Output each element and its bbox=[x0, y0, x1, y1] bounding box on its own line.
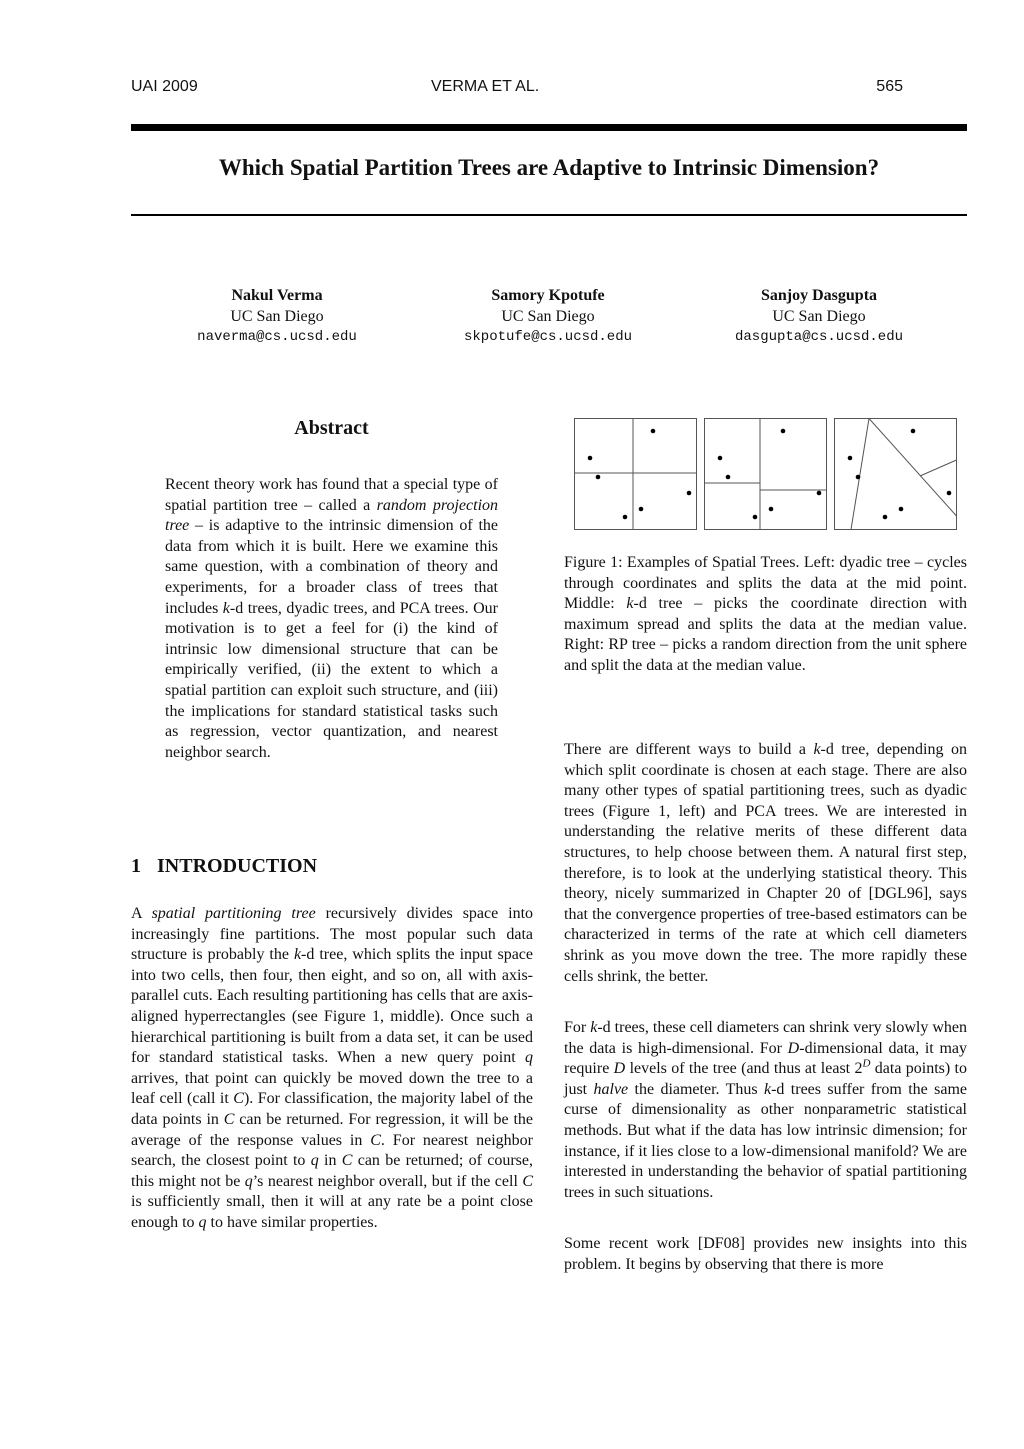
author-affiliation: UC San Diego bbox=[772, 308, 866, 325]
data-point bbox=[718, 456, 723, 461]
dyadic-points bbox=[588, 429, 692, 520]
paper-title: Which Spatial Partition Trees are Adaptive to Intrinsic Dimension? bbox=[218, 155, 880, 180]
author-name: Sanjoy Dasgupta bbox=[760, 287, 878, 304]
rp-cell-border bbox=[835, 419, 957, 530]
venue-label: UAI 2009 bbox=[131, 78, 198, 95]
author-block bbox=[157, 285, 397, 348]
rp-tree-panel bbox=[835, 419, 957, 530]
data-point bbox=[769, 507, 774, 512]
data-point bbox=[947, 491, 952, 496]
section-title: INTRODUCTION bbox=[157, 855, 318, 877]
data-point bbox=[817, 491, 822, 496]
data-point bbox=[596, 475, 601, 480]
data-point bbox=[639, 507, 644, 512]
intro-paragraph: A spatial partitioning tree recursively divides space into increasingly fine partitions. The most popular such data structure is probably the k-d tree, which splits the input space into two cells, then four, then eight, and so on, all with axis-parallel cuts. Each resulting partitioning has cells that are axis-aligned hyperrectangles (see Figure 1, middle). Once such a hierarchical partitioning is built from a data set, it can be used for standard statistical tasks. When a new query point q arrives, that point can quickly be moved down the tree to a leaf cell (call it C). For classification, the majority label of the data points in C can be returned. For regression, it will be the average of the response values in C. For nearest neighbor search, the closest point to q in C can be returned; of course, this might not be q’s nearest neighbor overall, but if the cell C is sufficiently small, then it will at any rate be a point close enough to q to have similar properties. bbox=[131, 905, 534, 1231]
author-email: naverma@cs.ucsd.edu bbox=[197, 329, 357, 345]
title-bottom-rule bbox=[131, 214, 967, 216]
page-number: 565 bbox=[876, 78, 903, 95]
figure-spatial-trees bbox=[574, 418, 958, 533]
body-paragraph: There are different ways to build a k-d tree, depending on which split coordinate is chosen at each stage. There are also many other types of spatial partitioning trees, such as dyadic trees (Figure 1, left) and PCA trees. We are interested in understanding the relative merits of these different data structures, to help choose between them. A natural first step, therefore, is to look at the underlying statistical theory. This theory, nicely summarized in Chapter 20 of [DGL96], says that the convergence properties of tree-based estimators can be characterized in terms of the rate at which cell diameters shrink as you move down the tree. The more rapidly these cells shrink, the better. bbox=[564, 741, 967, 985]
data-point bbox=[848, 456, 853, 461]
author-affiliation: UC San Diego bbox=[501, 308, 595, 325]
data-point bbox=[687, 491, 692, 496]
data-point bbox=[856, 475, 861, 480]
dyadic-tree-panel bbox=[575, 419, 697, 530]
dyadic-cell-border bbox=[575, 419, 697, 530]
data-point bbox=[651, 429, 656, 434]
author-email: dasgupta@cs.ucsd.edu bbox=[734, 329, 904, 345]
body-paragraph: Some recent work [DF08] provides new insights into this problem. It begins by observing that there is more bbox=[564, 1235, 967, 1273]
data-point bbox=[726, 475, 731, 480]
data-point bbox=[781, 429, 786, 434]
rp-split-3 bbox=[920, 460, 957, 476]
kd-tree-panel bbox=[705, 419, 827, 530]
section-heading bbox=[131, 855, 317, 878]
kd-cell-border bbox=[705, 419, 827, 530]
section-number: 1 bbox=[131, 855, 141, 877]
data-point bbox=[883, 515, 888, 520]
author-block bbox=[699, 285, 939, 348]
body-paragraph: For k-d trees, these cell diameters can shrink very slowly when the data is high-dimensional. For D-dimensional data, it may require D levels of the tree (and thus at least $2^D$ data points) to just halve the diameter. Thus k-d trees suffer from the same curse of dimensionality as other nonparametric statistical methods. But what if the data has low intrinsic dimension; for instance, if it lies close to a low-dimensional manifold? We are interested in understanding the behavior of spatial partitioning trees in such situations. bbox=[564, 1019, 968, 1201]
data-point bbox=[899, 507, 904, 512]
data-point bbox=[588, 456, 593, 461]
author-email: skpotufe@cs.ucsd.edu bbox=[463, 329, 633, 345]
running-header bbox=[131, 78, 903, 98]
abstract-heading: Abstract bbox=[294, 417, 369, 439]
author-block bbox=[428, 285, 668, 348]
author-name: Samory Kpotufe bbox=[491, 287, 605, 304]
data-point bbox=[623, 515, 628, 520]
author-name: Nakul Verma bbox=[231, 287, 323, 304]
title-top-rule bbox=[131, 124, 967, 131]
rp-split-1 bbox=[851, 419, 869, 530]
abstract-text: Recent theory work has found that a special type of spatial partition tree – called a random projection tree – is adaptive to the intrinsic dimension of the data from which it is built. Here we examine this same question, with a combination of theory and experiments, for a broader class of trees that includes k-d trees, dyadic trees, and PCA trees. Our motivation is to get a feel for (i) the kind of intrinsic low dimensional structure that can be empirically verified, (ii) the extent to which a spatial partition can exploit such structure, and (iii) the implications for standard statistical tasks such as regression, vector quantization, and nearest neighbor search. bbox=[165, 476, 499, 761]
data-point bbox=[753, 515, 758, 520]
figure-caption: Figure 1: Examples of Spatial Trees. Left: dyadic tree – cycles through coordinates and splits the data at the mid point. Middle: k-d tree – picks the coordinate direction with maximum spread and splits the data at the median value. Right: RP tree – picks a random direction from the unit sphere and split the data at the median value. bbox=[564, 554, 967, 674]
author-affiliation: UC San Diego bbox=[230, 308, 324, 325]
authors-running-label: VERMA ET AL. bbox=[431, 78, 540, 95]
data-point bbox=[911, 429, 916, 434]
